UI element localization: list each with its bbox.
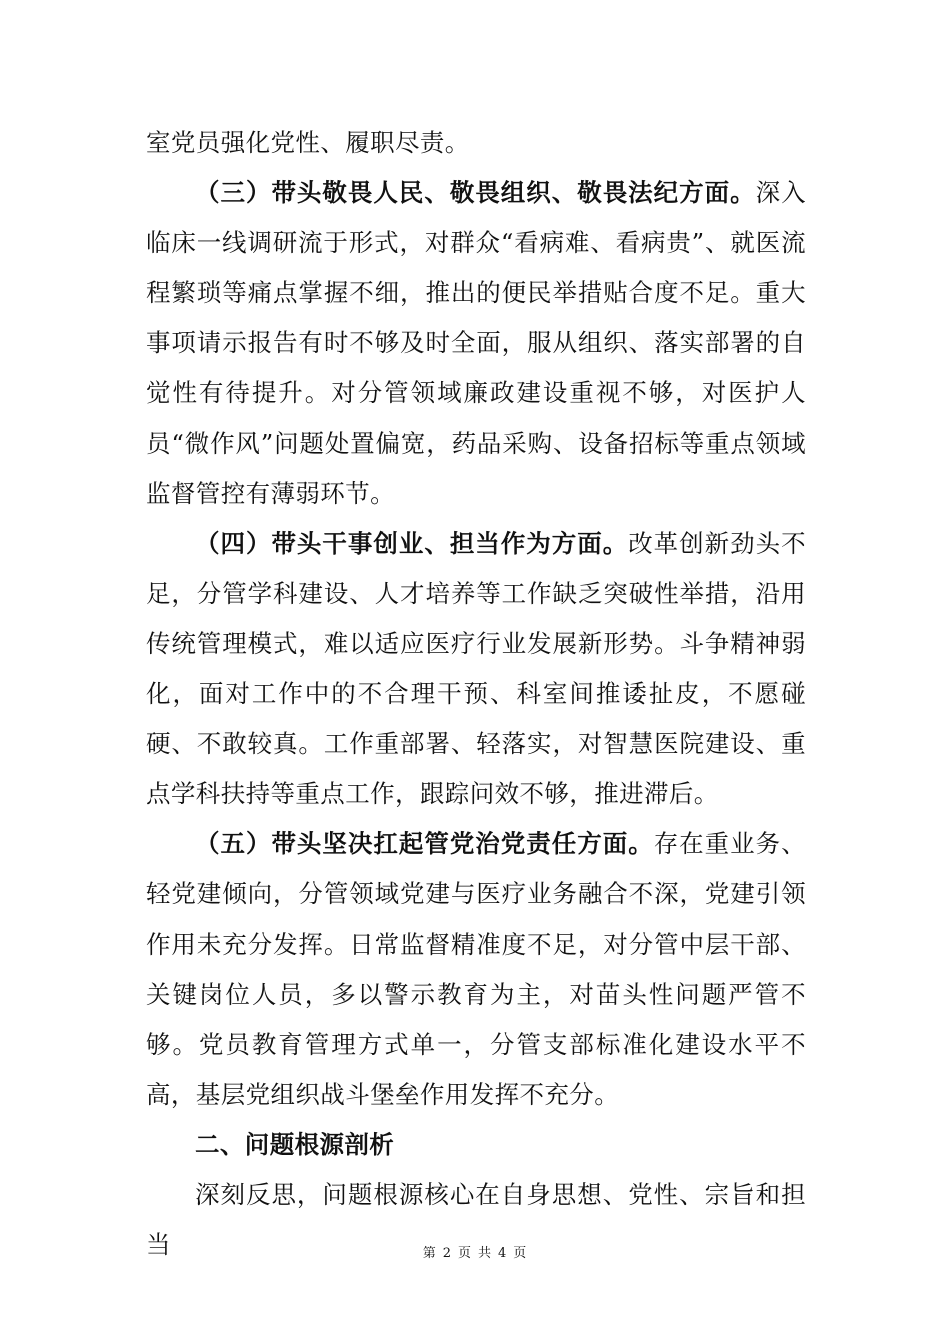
- document-body: [146, 118, 806, 1270]
- paragraph-text: 深刻反思，问题根源核心在自身思想、党性、宗旨和担当: [146, 1179, 806, 1260]
- footer-total-word: 共: [478, 1246, 493, 1261]
- paragraph-continuation: [146, 118, 806, 168]
- footer-page-word: 页: [457, 1246, 472, 1261]
- paragraph-section-3: [146, 168, 806, 519]
- footer-suffix: 页: [513, 1246, 528, 1261]
- section-heading: （四）带头干事创业、担当作为方面。: [195, 528, 629, 558]
- paragraph-text: 改革创新劲头不足，分管学科建设、人才培养等工作缺乏突破性举措，沿用传统管理模式，难以适应医疗行业发展新形势。斗争精神弱化，面对工作中的不合理干预、科室间推诿扯皮，不愿碰硬、不敢较真。工作重部署、轻落实，对智慧医院建设、重点学科扶持等重点工作，跟踪问效不够，推进滞后。: [146, 528, 806, 809]
- chapter-heading: [146, 1120, 806, 1170]
- current-page-number: 2: [442, 1246, 452, 1261]
- total-pages-number: 4: [498, 1246, 508, 1261]
- page-footer: [0, 1242, 950, 1261]
- section-heading: （三）带头敬畏人民、敬畏组织、敬畏法纪方面。: [195, 178, 756, 208]
- footer-prefix: 第: [422, 1246, 437, 1261]
- paragraph-text: 存在重业务、轻党建倾向，分管领域党建与医疗业务融合不深，党建引领作用未充分发挥。日常监督精准度不足，对分管中层干部、关键岗位人员，多以警示教育为主，对苗头性问题严管不够。党员教育管理方式单一，分管支部标准化建设水平不高，基层党组织战斗堡垒作用发挥不充分。: [146, 829, 806, 1109]
- paragraph-text: 深入临床一线调研流于形式，对群众“看病难、看病贵”、就医流程繁琐等痛点掌握不细，推出的便民举措贴合度不足。重大事项请示报告有时不够及时全面，服从组织、落实部署的自觉性有待提升。对分管领域廉政建设重视不够，对医护人员“微作风”问题处置偏宽，药品采购、设备招标等重点领域监督管控有薄弱环节。: [146, 178, 806, 508]
- paragraph-text: 室党员强化党性、履职尽责。: [146, 128, 470, 157]
- section-heading: （五）带头坚决扛起管党治党责任方面。: [195, 829, 654, 859]
- paragraph-section-4: [146, 519, 806, 820]
- paragraph-section-5: [146, 819, 806, 1120]
- chapter-heading-text: 二、问题根源剖析: [195, 1129, 395, 1159]
